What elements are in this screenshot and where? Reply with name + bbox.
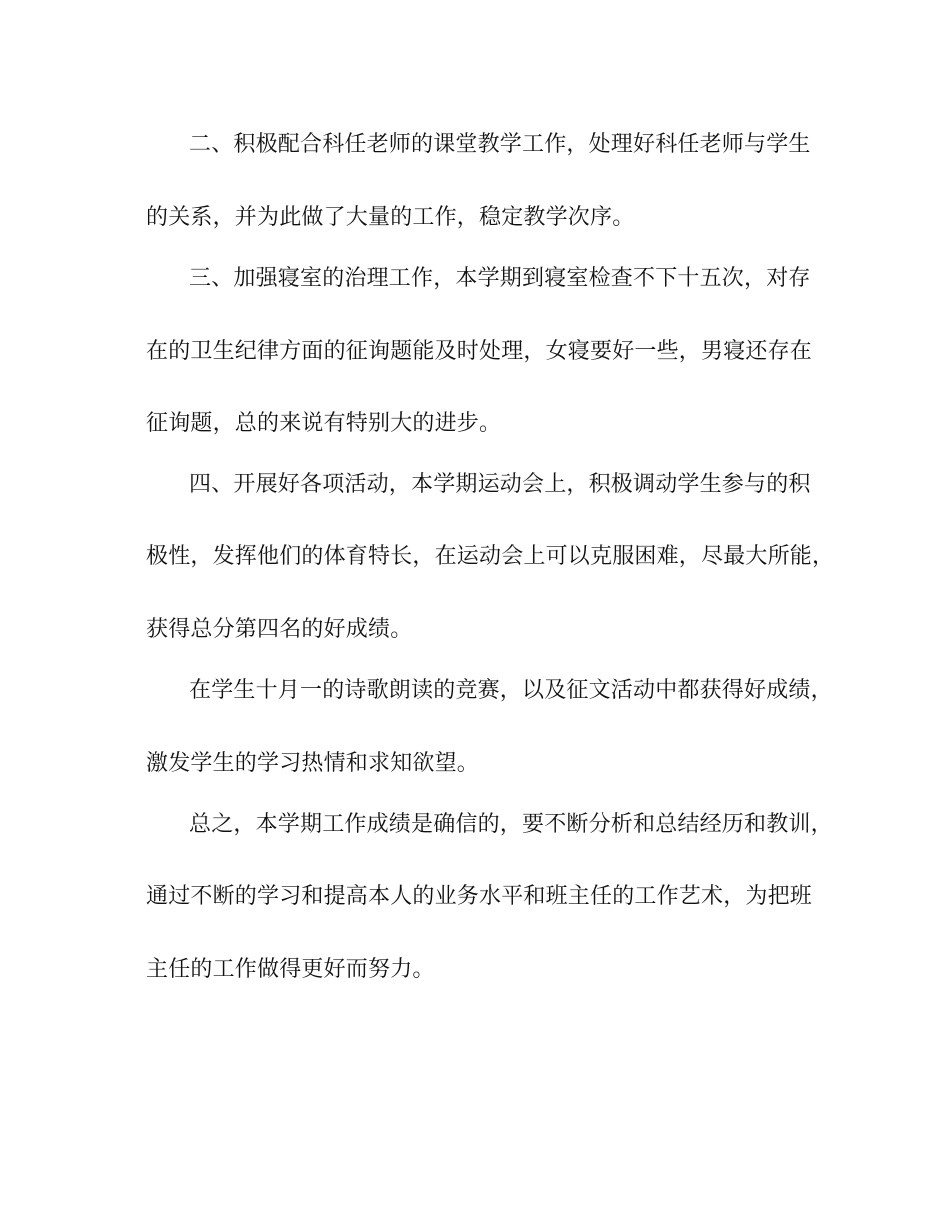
- paragraph-line: 激发学生的学习热情和求知欲望。: [146, 751, 480, 776]
- paragraph-line: 在学生十月一的诗歌朗读的竞赛，以及征文活动中都获得好成绩，: [189, 678, 833, 703]
- paragraph-line: 在的卫生纪律方面的征询题能及时处理，女寝要好一些，男寝还存在: [146, 339, 813, 364]
- paragraph-line: 的关系，并为此做了大量的工作，稳定教学次序。: [146, 205, 635, 230]
- paragraph-line: 四、开展好各项活动，本学期运动会上，积极调动学生参与的积: [189, 472, 811, 497]
- paragraph-line: 极性，发挥他们的体育特长，在运动会上可以克服困难，尽最大所能，: [146, 544, 835, 569]
- paragraph-line: 二、积极配合科任老师的课堂教学工作，处理好科任老师与学生: [189, 132, 811, 157]
- paragraph-line: 获得总分第四名的好成绩。: [146, 617, 413, 642]
- paragraph-line: 通过不断的学习和提高本人的业务水平和班主任的工作艺术，为把班: [146, 884, 813, 909]
- paragraph-line: 征询题，总的来说有特别大的进步。: [146, 411, 502, 436]
- paragraph-line: 主任的工作做得更好而努力。: [146, 957, 435, 982]
- paragraph-line: 总之，本学期工作成绩是确信的，要不断分析和总结经历和教训，: [189, 812, 833, 837]
- paragraph-line: 三、加强寝室的治理工作，本学期到寝室检查不下十五次，对存: [189, 266, 811, 291]
